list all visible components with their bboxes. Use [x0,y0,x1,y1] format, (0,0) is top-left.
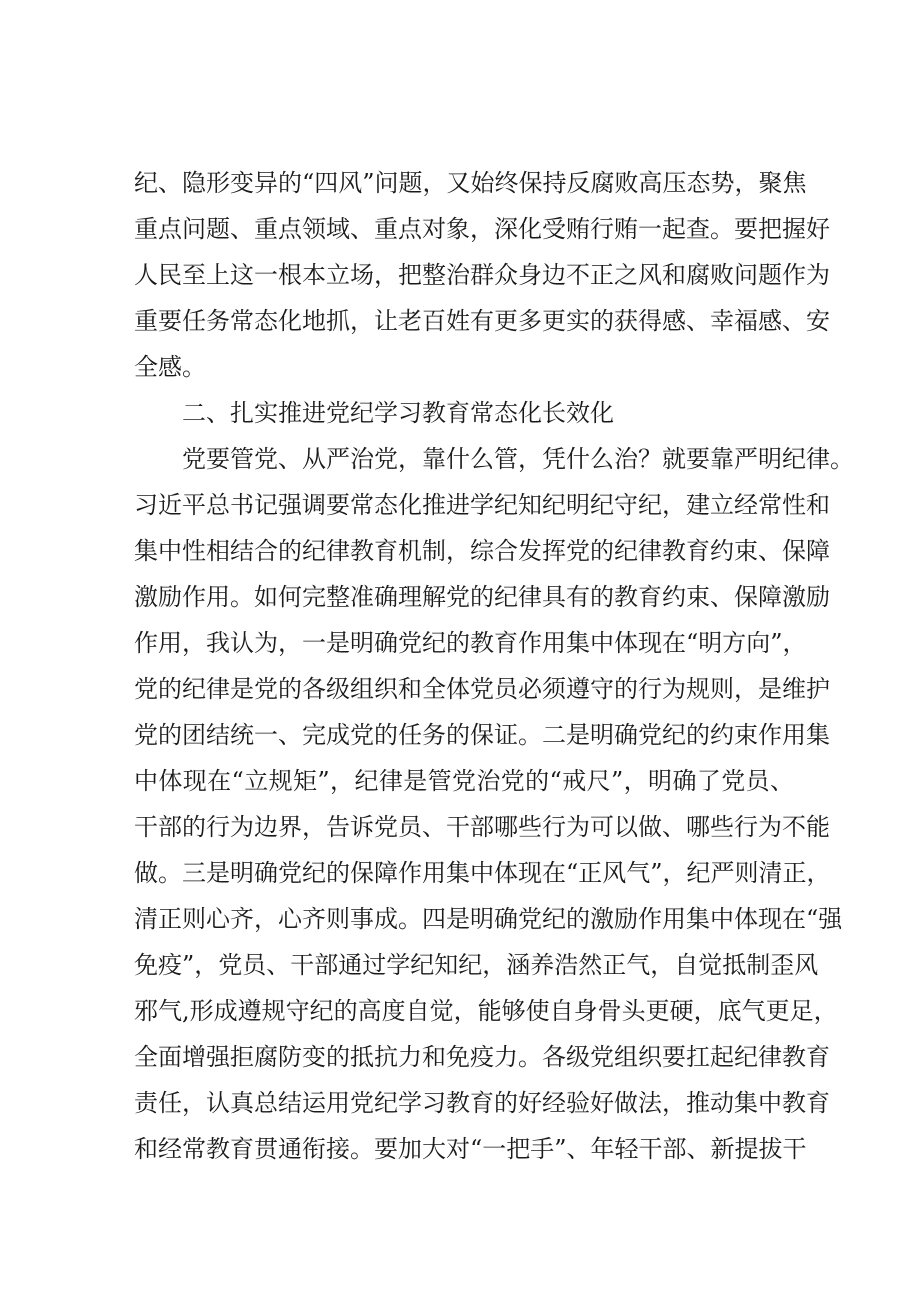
paragraph2-line: 作用，我认为，一是明确党纪的教育作用集中体现在“明方向”， [134,629,807,657]
paragraph1-line: 纪、隐形变异的“四风”问题，又始终保持反腐败高压态势，聚焦 [134,169,807,197]
section-heading: 二、扎实推进党纪学习教育常态化长效化 [182,399,614,427]
paragraph2-line: 免疫”，党员、干部通过学纪知纪，涵养浩然正气，自觉抵制歪风 [134,951,819,979]
paragraph2-line: 清正则心齐，心齐则事成。四是明确党纪的激励作用集中体现在“强 [134,905,843,933]
paragraph2-line: 党的团结统一、完成党的任务的保证。二是明确党纪的约束作用集 [134,721,830,749]
paragraph2-line: 集中性相结合的纪律教育机制，综合发挥党的纪律教育约束、保障 [134,537,830,565]
paragraph2-line: 干部的行为边界，告诉党员、干部哪些行为可以做、哪些行为不能 [134,813,830,841]
paragraph1-line: 重要任务常态化地抓，让老百姓有更多更实的获得感、幸福感、安 [134,307,830,335]
paragraph2-line: 全面增强拒腐防变的抵抗力和免疫力。各级党组织要扛起纪律教育 [134,1043,830,1071]
paragraph1-line: 重点问题、重点领域、重点对象，深化受贿行贿一起查。要把握好 [134,215,830,243]
paragraph2-line: 做。三是明确党纪的保障作用集中体现在“正风气”，纪严则清正， [134,859,831,887]
paragraph2-line: 习近平总书记强调要常态化推进学纪知纪明纪守纪，建立经常性和 [134,491,830,519]
paragraph2-line: 邪气,形成遵规守纪的高度自觉，能够使自身骨头更硬，底气更足， [134,997,838,1025]
paragraph1-line: 全感。 [134,353,206,381]
paragraph2-line: 党的纪律是党的各级组织和全体党员必须遵守的行为规则，是维护 [134,675,830,703]
paragraph1-line: 人民至上这一根本立场，把整治群众身边不正之风和腐败问题作为 [134,261,830,289]
paragraph2-line: 责任，认真总结运用党纪学习教育的好经验好做法，推动集中教育 [134,1089,830,1117]
paragraph2-line: 和经常教育贯通衔接。要加大对“一把手”、年轻干部、新提拔干 [134,1135,807,1163]
paragraph2-line: 中体现在“立规矩”，纪律是管党治党的“戒尺”，明确了党员、 [134,767,794,795]
paragraph2-line: 党要管党、从严治党，靠什么管，凭什么治？就要靠严明纪律。 [182,445,854,473]
paragraph2-line: 激励作用。如何完整准确理解党的纪律具有的教育约束、保障激励 [134,583,830,611]
